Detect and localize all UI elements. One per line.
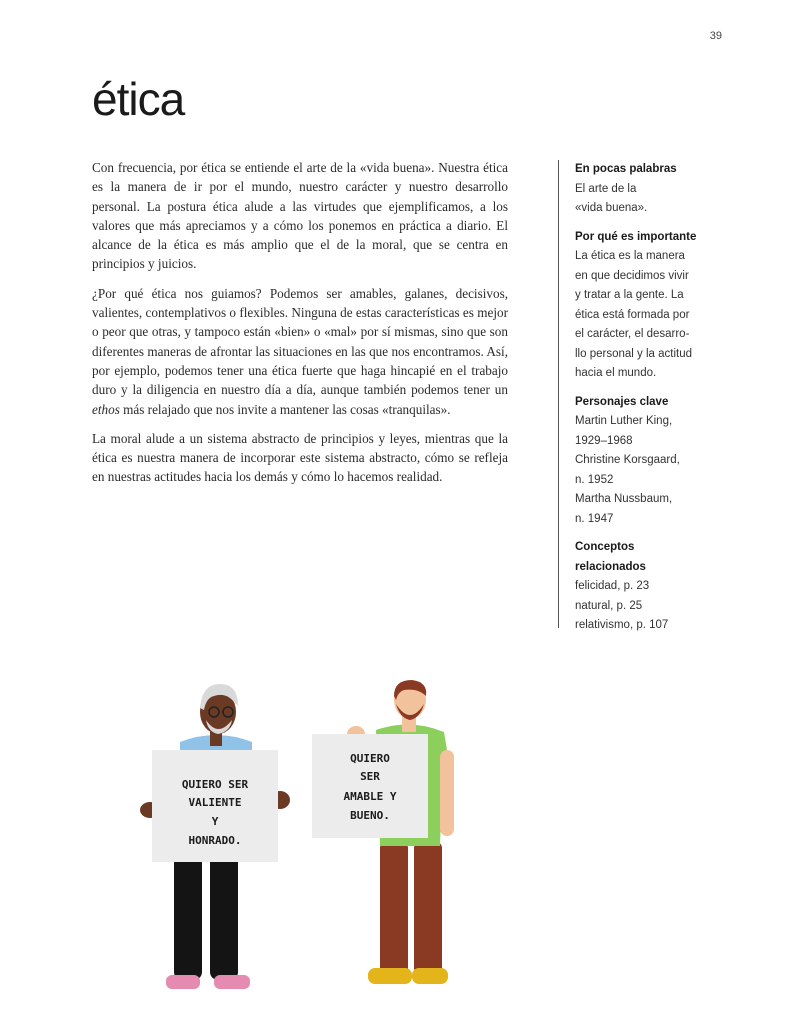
paragraph-1: Con frecuencia, por ética se entiende el arte de la «vida buena». Nuestra ética es la manera de ir por el mundo, nuestro carácter y nuestro desarrollo personal. La postura ética alude a las virtudes que ejemplificamos, a los valores que más apreciamos y a cómo los ponemos en práctica a diario. El alcance de la ética es más amplio que el de la moral, que se centra en principios y juicios. [92, 160, 508, 272]
why-line: La ética es la manera [575, 250, 685, 262]
page-number: 39 [709, 30, 722, 42]
people-section [575, 393, 708, 530]
why-line: el carácter, el desarro- [575, 328, 690, 340]
left-person-shoe [214, 975, 250, 989]
ethos-term: ethos [92, 401, 120, 417]
page-title: ética [92, 73, 185, 125]
left-sign-line-4: HONRADO. [188, 834, 242, 847]
nutshell-line: El arte de la [575, 182, 637, 195]
left-sign-line-2: VALIENTE [188, 796, 242, 809]
right-person-leg-left [380, 842, 408, 974]
nutshell-line: «vida buena». [575, 202, 648, 214]
right-person-shoe [412, 968, 448, 984]
paragraph-2 [92, 284, 508, 419]
why-line: ética está formada por [575, 308, 690, 321]
related-section [575, 538, 708, 636]
related-line: natural, p. 25 [575, 599, 643, 612]
left-sign-line-1: QUIERO SER [181, 778, 249, 791]
left-sign [152, 750, 278, 862]
why-section [575, 228, 708, 384]
left-person-neck [210, 732, 222, 746]
nutshell-section [575, 160, 708, 219]
related-heading [575, 538, 708, 577]
illustration [130, 670, 490, 1000]
person-line: Martin Luther King, [575, 415, 673, 427]
right-sign [312, 734, 428, 838]
people-heading: Personajes clave [575, 395, 669, 408]
nutshell-heading: En pocas palabras [575, 163, 677, 175]
left-sign-line-3: Y [211, 815, 219, 828]
main-text [92, 158, 508, 497]
related-line: relativismo, p. 107 [575, 619, 669, 631]
left-person-shoe [166, 975, 200, 989]
left-person-leg-right [210, 855, 238, 980]
right-sign-line-4: BUENO. [350, 809, 390, 822]
why-line: llo personal y la actitud [575, 347, 692, 360]
right-sign-line-2: SER [360, 770, 380, 783]
why-line: en que decidimos vivir [575, 269, 689, 282]
paragraph-2-start: ¿Por qué ética nos guiamos? Podemos ser amables, galanes, decisivos, valientes, contemplativos o flexibles. Ninguna de estas características es mejor o peor que otras, y tampoco están «bien» o «mal» por sí mismas, sino que son diferentes maneras de afrontar las situaciones en las que nos encontramos. Así, por ejemplo, podemos tener una ética fuerte que haga hincapié en el trabajo duro y la diligencia en nuestro día a día, aunque también podemos tener un [92, 285, 508, 398]
why-heading: Por qué es importante [575, 230, 697, 243]
right-person-shoe [368, 968, 412, 984]
person-line: n. 1947 [575, 512, 614, 525]
paragraph-3: La moral alude a un sistema abstracto de principios y leyes, mientras que la ética es nuestra manera de incorporar este sistema abstracto, cómo se refleja en nuestras actitudes hacia los demás y cómo lo hacemos realidad. [92, 430, 508, 485]
person-line: 1929–1968 [575, 434, 633, 447]
right-sign-board [312, 734, 428, 838]
right-sign-line-1: QUIERO [350, 752, 390, 765]
why-line: hacia el mundo. [575, 367, 657, 379]
related-heading-line: relacionados [575, 560, 646, 573]
person-line: Martha Nussbaum, [575, 493, 673, 505]
right-person-leg-right [414, 842, 442, 974]
paragraph-2-end: más relajado que nos invite a mantener las cosas «tranquilas». [119, 401, 451, 417]
related-heading-line: Conceptos [575, 541, 635, 553]
sidebar [558, 160, 708, 631]
right-sign-line-3: AMABLE Y [343, 790, 397, 803]
person-line: n. 1952 [575, 473, 614, 486]
person-line: Christine Korsgaard, [575, 454, 680, 466]
why-line: y tratar a la gente. La [575, 289, 684, 301]
related-line: felicidad, p. 23 [575, 580, 650, 592]
left-person-leg-left [174, 855, 202, 980]
right-person-arm [440, 750, 454, 836]
